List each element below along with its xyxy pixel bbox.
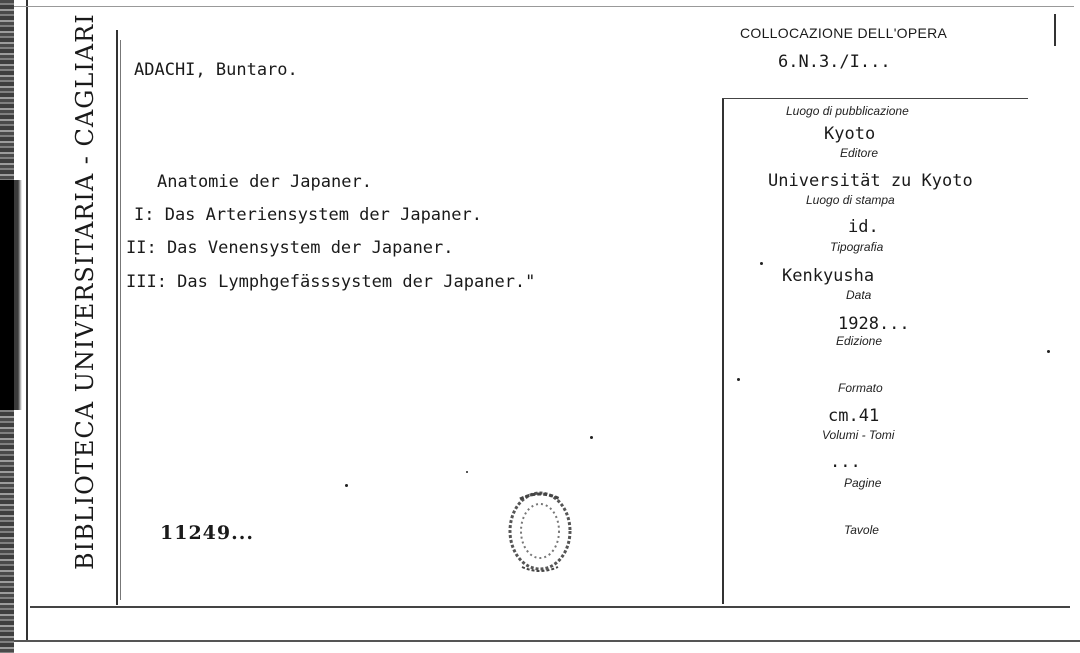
library-stamp xyxy=(500,485,580,581)
inventory-number: 11249... xyxy=(160,522,254,544)
label-tavole: Tavole xyxy=(844,523,879,537)
label-luogo-stampa: Luogo di stampa xyxy=(806,193,895,207)
label-formato: Formato xyxy=(838,381,883,395)
title-line: III: Das Lymphgefässsystem der Japaner." xyxy=(126,272,536,292)
right-edge-mark xyxy=(1054,14,1056,46)
details-box-top xyxy=(722,98,1028,99)
value-luogo-pubblicazione: Kyoto xyxy=(824,124,876,144)
label-volumi-tomi: Volumi - Tomi xyxy=(822,428,895,442)
label-data: Data xyxy=(846,288,872,302)
value-editore: Universität zu Kyoto xyxy=(768,171,973,191)
dust-speck xyxy=(466,471,468,473)
dust-speck xyxy=(737,378,740,381)
label-luogo-pubblicazione: Luogo di pubblicazione xyxy=(786,104,909,118)
dust-speck xyxy=(590,436,593,439)
author-name: ADACHI, Buntaro. xyxy=(134,60,298,80)
title-line: I: Das Arteriensystem der Japaner. xyxy=(134,205,482,225)
details-box-left xyxy=(722,98,724,604)
value-luogo-stampa: id. xyxy=(848,217,879,237)
library-name: BIBLIOTECA UNIVERSITARIA - CAGLIARI xyxy=(71,13,99,570)
bottom-edge-line xyxy=(14,640,1080,642)
collocazione-heading: COLLOCAZIONE DELL'OPERA xyxy=(740,25,948,41)
label-pagine: Pagine xyxy=(844,476,882,490)
title-line: II: Das Venensystem der Japaner. xyxy=(126,238,454,258)
left-margin-line xyxy=(26,0,28,640)
dust-speck xyxy=(1047,350,1050,353)
value-volumi-tomi: ... xyxy=(830,452,861,472)
spine-line xyxy=(116,30,118,605)
bottom-rule xyxy=(30,606,1070,608)
value-tipografia: Kenkyusha xyxy=(782,266,875,286)
label-edizione: Edizione xyxy=(836,334,883,348)
label-tipografia: Tipografia xyxy=(830,240,884,254)
label-editore: Editore xyxy=(840,146,879,160)
title-line: Anatomie der Japaner. xyxy=(157,172,372,192)
value-formato: cm.41 xyxy=(828,406,880,426)
top-edge-line xyxy=(14,6,1074,7)
dust-speck xyxy=(760,262,763,265)
value-data: 1928... xyxy=(838,314,910,334)
card-edge-shadow xyxy=(0,180,22,410)
spine-line-inner xyxy=(120,40,121,600)
collocazione-value: 6.N.3./I... xyxy=(778,52,891,72)
dust-speck xyxy=(345,484,348,487)
